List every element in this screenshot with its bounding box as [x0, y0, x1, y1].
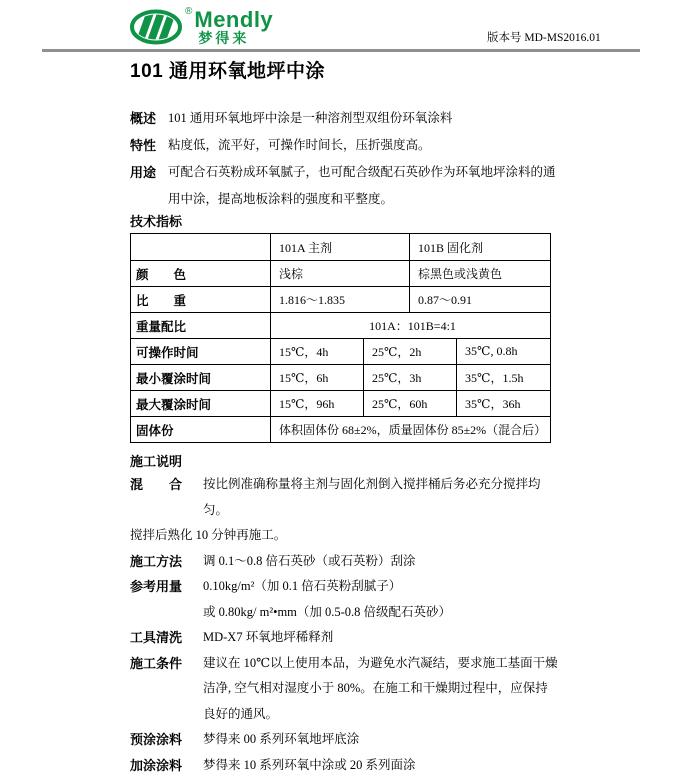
usage-text: 可配合石英粉成环氧腻子，也可配合级配石英砂作为环氧地坪涂料的通用中涂，提高地板涂料的强度和平整度。 — [168, 159, 558, 213]
conditions-row — [130, 651, 558, 728]
cell-101b: 0.87～0.91 — [410, 287, 551, 313]
dosage-text: 0.10kg/m²（加 0.1 倍石英粉刮腻子） — [203, 574, 558, 600]
cell-span: 体积固体份 68±2%，质量固体份 85±2%（混合后） — [271, 417, 551, 443]
mixing-text: 按比例准确称量将主剂与固化剂倒入搅拌桶后务必充分搅拌均匀。 — [203, 472, 558, 523]
cell-101a: 1.816～1.835 — [271, 287, 410, 313]
topcoat-label: 加涂涂料 — [130, 753, 203, 778]
dosage-alt-spacer — [130, 600, 203, 626]
cell-25c: 25℃，60h — [364, 391, 457, 417]
header-divider — [42, 49, 640, 52]
cell-25c: 25℃，3h — [364, 365, 457, 391]
registered-trademark-icon: ® — [185, 7, 192, 17]
brand-logo — [130, 8, 273, 46]
usage-label: 用途 — [130, 159, 168, 213]
cell-15c: 15℃，6h — [271, 365, 364, 391]
topcoat-text: 梦得来 10 系列环氧中涂或 20 系列面涂 — [203, 753, 558, 778]
cell-15c: 15℃，96h — [271, 391, 364, 417]
topcoat-row — [130, 753, 558, 778]
brand-name-cn: 梦得来 — [198, 30, 273, 46]
cell-span: 101A：101B=4:1 — [271, 313, 551, 339]
document-body — [130, 105, 558, 778]
conditions-text: 建议在 10℃以上使用本品，为避免水汽凝结，要求施工基面干燥洁净, 空气相对湿度小于 80%。在施工和干燥期过程中，应保持良好的通风。 — [203, 651, 558, 728]
table-row-color — [131, 261, 551, 287]
row-label: 固体份 — [131, 417, 271, 443]
feature-text: 粘度低，流平好，可操作时间长，压折强度高。 — [168, 132, 558, 159]
dosage-row — [130, 574, 558, 600]
brand-wordmark — [194, 10, 273, 46]
brand-name-en: Mendly — [194, 10, 273, 30]
mixing-label: 混 合 — [130, 472, 203, 523]
table-row-solids — [131, 417, 551, 443]
mixing-note-text: 搅拌后熟化 10 分钟再施工。 — [130, 523, 558, 549]
mendly-logo-icon — [130, 8, 184, 45]
dosage-alt-text: 或 0.80kg/ m²•mm（加 0.5-0.8 倍级配石英砂） — [203, 600, 558, 626]
table-header-row — [131, 234, 551, 261]
precoat-label: 预涂涂料 — [130, 727, 203, 753]
conditions-label: 施工条件 — [130, 651, 203, 728]
row-label: 颜 色 — [131, 261, 271, 287]
cell-35c: 35℃, 0.8h — [457, 339, 551, 365]
tool-cleaning-text: MD-X7 环氧地坪稀释剂 — [203, 625, 558, 651]
precoat-text: 梦得来 00 系列环氧地坪底涂 — [203, 727, 558, 753]
table-row-min-recoat — [131, 365, 551, 391]
cell-15c: 15℃，4h — [271, 339, 364, 365]
page-title: 101 通用环氧地坪中涂 — [130, 56, 325, 83]
cell-101b: 棕黑色或浅黄色 — [410, 261, 551, 287]
table-header-101a: 101A 主剂 — [271, 234, 410, 261]
cell-101a: 浅棕 — [271, 261, 410, 287]
row-label: 可操作时间 — [131, 339, 271, 365]
tool-cleaning-row — [130, 625, 558, 651]
table-header-101b: 101B 固化剂 — [410, 234, 551, 261]
row-label: 比 重 — [131, 287, 271, 313]
overview-text: 101 通用环氧地坪中涂是一种溶剂型双组份环氧涂料 — [168, 105, 558, 132]
row-label: 最小覆涂时间 — [131, 365, 271, 391]
tech-spec-table — [130, 233, 551, 443]
cell-25c: 25℃，2h — [364, 339, 457, 365]
table-row-pot-life — [131, 339, 551, 365]
overview-label: 概述 — [130, 105, 168, 132]
table-row-max-recoat — [131, 391, 551, 417]
row-label: 重量配比 — [131, 313, 271, 339]
tool-cleaning-label: 工具清洗 — [130, 625, 203, 651]
dosage-label: 参考用量 — [130, 574, 203, 600]
feature-label: 特性 — [130, 132, 168, 159]
table-row-mix-ratio — [131, 313, 551, 339]
tech-spec-heading: 技术指标 — [130, 213, 558, 231]
feature-row — [130, 132, 558, 159]
precoat-row — [130, 727, 558, 753]
mixing-note-row — [130, 523, 558, 549]
method-row — [130, 549, 558, 575]
construction-heading: 施工说明 — [130, 452, 558, 472]
mixing-row — [130, 472, 558, 523]
version-number: 版本号 MD-MS2016.01 — [487, 29, 601, 45]
method-text: 调 0.1～0.8 倍石英砂（或石英粉）刮涂 — [203, 549, 558, 575]
overview-row — [130, 105, 558, 132]
row-label: 最大覆涂时间 — [131, 391, 271, 417]
cell-35c: 35℃，1.5h — [457, 365, 551, 391]
method-label: 施工方法 — [130, 549, 203, 575]
dosage-alt-row — [130, 600, 558, 626]
cell-35c: 35℃，36h — [457, 391, 551, 417]
table-row-specific-gravity — [131, 287, 551, 313]
usage-row — [130, 159, 558, 213]
table-header-empty-cell — [131, 234, 271, 261]
